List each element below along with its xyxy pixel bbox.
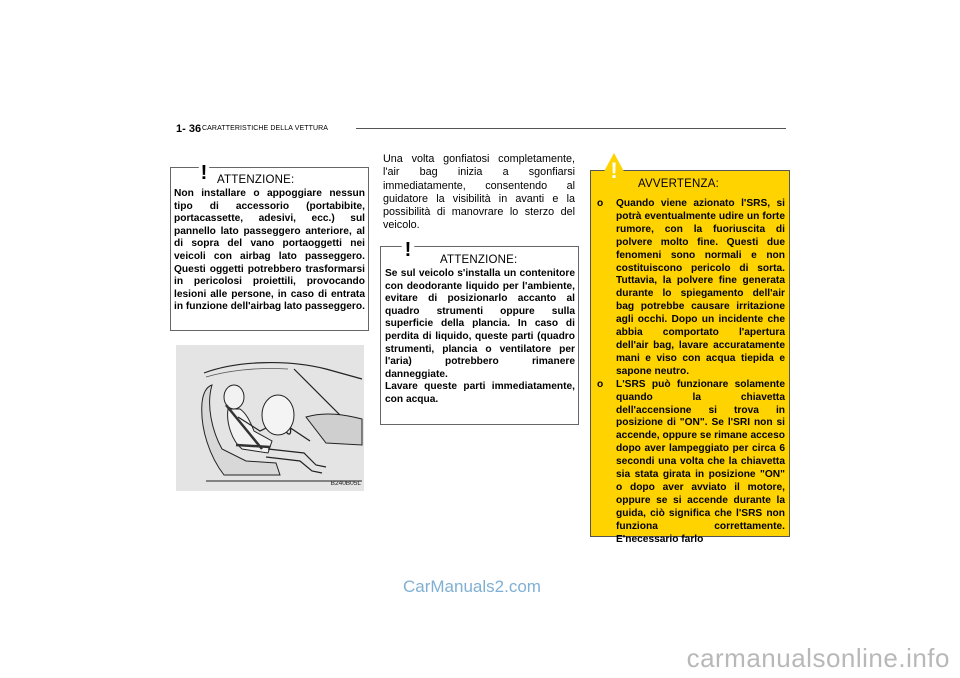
driver-airbag-inflated-illustration: [176, 345, 364, 491]
list-item-text: Quando viene azionato l'SRS, si potrà eventualmente udire un forte rumore, con la fuoriuscita di polvere molto fine. Questi due fenomeni sono normali e non costituiscono pericolo di sorta. Tuttavia, la polvere fine generata durante lo spiegamento dell'air bag potrebbe causare irritazione agli occhi. Dopo un incidente che abbia comportato l'apertura dell'air bag, lavare accuratamente mani e viso con acqua tiepida e sapone neutro.: [616, 198, 785, 377]
warning-box-left: [170, 162, 369, 331]
watermark-link[interactable]: CarManuals2.com: [403, 577, 541, 596]
footer-watermark: carmanualsonline.info: [686, 643, 950, 673]
list-item-text: L'SRS può funzionare solamente quando la chiavetta dell'accensione si trova in posizione di "ON". Se l'SRI non si accende, oppure se rimane acceso dopo aver lampeggiato per circa 6 secondi una volta che la chiavetta sia stata girata in posizione "ON" o dopo aver avviato il motore, oppure se si accende durante la guida, ciò significa che l'SRS non funziona correttamente. E'necessario farlo: [616, 378, 785, 545]
warning-body-paragraph: Se sul veicolo s'installa un contenitore con deodorante liquido per l'ambiente, evitare di posizionarlo accanto al quadro strumenti oppure sulla superficie della plancia. In caso di perdita di liquido, queste parti (quadro strumenti, plancia o ventilatore per l'aria) potrebbero rimanere danneggiate.: [385, 268, 575, 380]
header-rule: [356, 128, 786, 129]
page-number: 1- 36: [176, 123, 202, 135]
warning-title: AVVERTENZA:: [638, 178, 720, 190]
section-title: CARATTERISTICHE DELLA VETTURA: [202, 125, 329, 132]
warning-body: [385, 268, 575, 407]
warning-box-right: [590, 158, 790, 545]
svg-text:!: !: [610, 158, 618, 181]
warning-list: [597, 198, 785, 546]
list-item: [597, 379, 785, 547]
page-header: [176, 123, 786, 137]
list-item: [597, 198, 785, 379]
warning-body-paragraph: Lavare queste parti immediatamente, con acqua.: [385, 381, 575, 405]
warning-title: ATTENZIONE:: [217, 174, 295, 186]
list-bullet: o: [597, 378, 604, 390]
svg-text:!: !: [200, 162, 208, 182]
warning-title: ATTENZIONE:: [440, 254, 518, 266]
airbag-illustration: [176, 345, 364, 491]
list-bullet: o: [597, 198, 604, 209]
warning-body: Non installare o appoggiare nessun tipo di accessorio (portabibite, portacassette, adesivi, ecc.) sul pannello lato passeggero anteriore, al di sopra del vano portaoggetti nei veicoli con airbag lato passeggero. Questi oggetti potrebbero trasformarsi in pericolosi proiettili, provocando lesioni alle persone, in caso di entrata in funzione dell'airbag lato passeggero.: [174, 188, 365, 313]
body-paragraph: Una volta gonfiatosi completamente, l'air bag inizia a sgonfiarsi immediatamente, consentendo al guidatore la visibilità in avanti e la possibilità di manovrare lo sterzo del veicolo.: [383, 153, 575, 232]
illustration-code: B240B05L: [330, 480, 361, 487]
warning-box-middle: [380, 239, 579, 425]
svg-text:!: !: [404, 239, 412, 259]
